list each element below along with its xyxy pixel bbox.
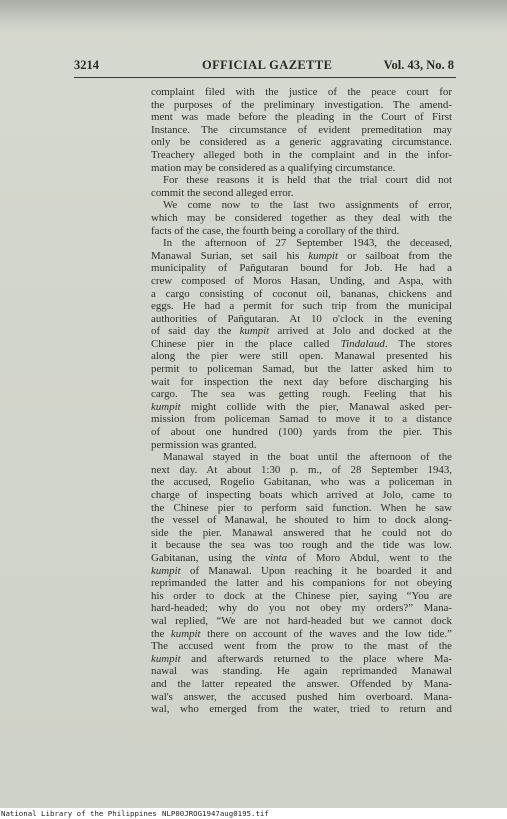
text-line: Instance. The circumstance of evident premeditation may (151, 123, 452, 136)
scan-filename: NLP00JROG1947aug0195.tif (162, 809, 269, 818)
text-line: reprimanded the latter and his companions for not obeying (151, 577, 452, 590)
text-line: kumpit of Manawal. Upon reaching it he boarded it and (151, 564, 452, 577)
text-line: side the pier. Manawal answered that he could not do (151, 526, 452, 539)
text-line: wal's answer, the accused pushed him overboard. Mana- (151, 690, 452, 703)
text-line: authorities of Pañgutaran. At 10 o'clock in the evening (151, 312, 452, 325)
scan-footer (0, 808, 507, 819)
text-line: the accused, Rogelio Gabitanan, who was a policeman in (151, 476, 452, 489)
body-text (151, 86, 452, 716)
text-line: next day. At about 1:30 p. m., of 28 September 1943, (151, 463, 452, 476)
text-line: cargo. The sea was getting rough. Feeling that his (151, 388, 452, 401)
text-line: ment was made before the pleading in the Court of First (151, 111, 452, 124)
text-line: along the pier were still open. Manawal presented his (151, 350, 452, 363)
text-line: the vessel of Manawal, he shouted to him to dock along- (151, 514, 452, 527)
text-line: permission was granted. (151, 438, 257, 451)
text-line: his order to dock at the Chinese pier, saying “You are (151, 589, 452, 602)
text-line: and the latter repeated the answer. Offended by Mana- (151, 677, 452, 690)
text-line: charge of inspecting boats which arrived at Jolo, came to (151, 489, 452, 501)
text-line: Gabitanan, using the vinta of Moro Abdul, went to the (151, 551, 452, 564)
text-line: crew composed of Moros Hasan, Unding, and Aspa, with (151, 274, 452, 287)
scan-shadow (0, 0, 507, 34)
text-line: the Chinese pier to perform said function. When he saw (151, 501, 452, 514)
text-line: which may be considered together as they deal with the (151, 211, 452, 224)
text-line: the purposes of the preliminary investigation. The amend- (151, 98, 452, 111)
text-line: mission from policeman Samad to move it to a distance (151, 413, 452, 426)
text-line: kumpit and afterwards returned to the place where Ma- (151, 652, 452, 665)
text-line: wal replied, “We are not hard-headed but we cannot dock (151, 614, 452, 627)
text-line: hard-headed; why do you not obey my orders?” Mana- (151, 602, 452, 615)
text-line: it because the sea was too rough and the tide was low. (151, 539, 452, 552)
text-line: Manawal Surian, set sail his kumpit or sailboat from the (151, 249, 452, 262)
text-line: commit the second alleged error. (151, 186, 294, 199)
page-header (74, 58, 454, 74)
text-line: of said day the kumpit arrived at Jolo and docked at the (151, 325, 452, 338)
text-line: Chinese pier in the place called Tindalaud. The stores (151, 337, 453, 350)
text-line: We come now to the last two assignments of error, (163, 199, 452, 212)
text-line: kumpit might collide with the pier, Manawal asked per- (151, 400, 452, 413)
text-line: the kumpit there on account of the waves and the low tide.” (151, 627, 453, 640)
text-line: facts of the case, the fourth being a corollary of the third. (151, 224, 400, 237)
publication-title: OFFICIAL GAZETTE (202, 58, 333, 72)
volume-issue: Vol. 43, No. 8 (383, 58, 454, 72)
text-line: complaint filed with the justice of the peace court for (151, 86, 452, 98)
text-line: only be considered as a generic aggravating circumstance. (151, 136, 452, 149)
text-line: Manawal stayed in the boat until the afternoon of the (163, 451, 452, 464)
text-line: of about one hundred (100) yards from the pier. This (151, 426, 452, 439)
text-line: mation may be considered as a qualifying circumstance. (151, 161, 396, 174)
text-line: municipality of Pañgutaran bound for Job. He had a (151, 262, 452, 275)
text-line: In the afternoon of 27 September 1943, the deceased, (163, 237, 452, 250)
text-line: wait for inspection the next day before discharging his (151, 375, 452, 388)
text-line: The accused went from the prow to the mast of the (151, 640, 452, 653)
text-line: For these reasons it is held that the trial court did not (163, 174, 452, 187)
text-line: nawal was standing. He again reprimanded Manawal (151, 665, 452, 678)
text-line: a cargo consisting of coconut oil, bananas, chickens and (151, 287, 452, 300)
text-line: eggs. He had a permit for such trip from the municipal (151, 300, 452, 313)
text-line: wal, who emerged from the water, tried to return and (151, 703, 452, 716)
text-line: permit to policeman Samad, but the latter asked him to (151, 363, 452, 376)
header-rule (74, 77, 456, 78)
text-line: Treachery alleged both in the complaint and in the infor- (151, 148, 452, 161)
library-credit: National Library of the Philippines (1, 809, 157, 818)
page-number: 3214 (74, 58, 99, 72)
